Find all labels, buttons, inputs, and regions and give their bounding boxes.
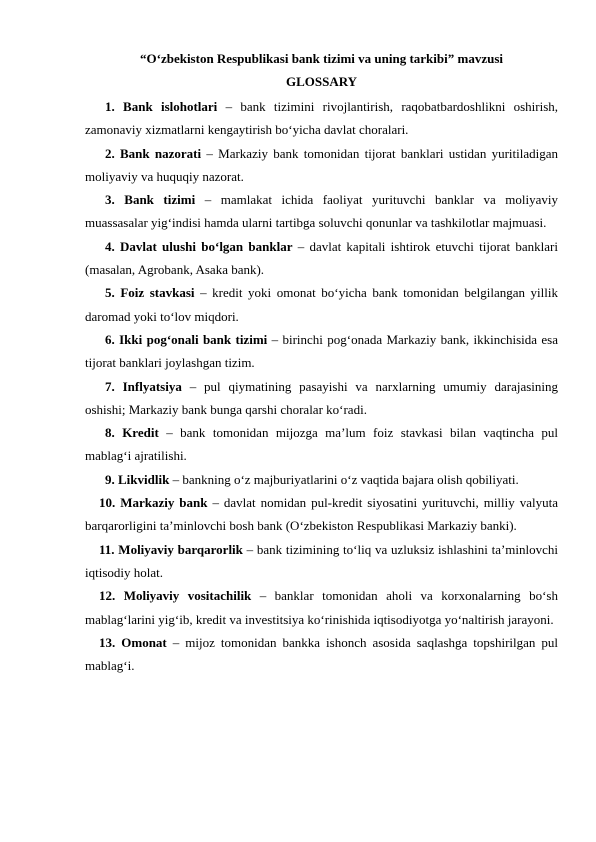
- entry-term: Moliyaviy barqarorlik: [118, 541, 243, 557]
- entry-number: 10.: [99, 495, 116, 511]
- entry-term: Bank islohotlari: [123, 99, 218, 114]
- entry-definition: – bankning o‘z majburiyatlarini o‘z vaqtida bajara olish qobiliyati.: [169, 471, 519, 487]
- glossary-entry: [85, 142, 558, 189]
- entry-definition: – davlat kapitali ishtirok etuvchi tijorat banklari (masalan, Agrobank, Asaka bank).: [85, 238, 558, 278]
- glossary-entry: [85, 188, 558, 235]
- document-subtitle: GLOSSARY: [285, 74, 358, 89]
- glossary-entry: [85, 328, 558, 375]
- entry-term: Moliyaviy vositachilik: [123, 588, 252, 604]
- entry-number: 8.: [105, 425, 115, 441]
- entry-term: Kredit: [122, 425, 159, 441]
- entry-number: 4.: [105, 238, 115, 254]
- entry-number: 11.: [99, 541, 115, 557]
- entry-definition: – birinchi pog‘onada Markaziy bank, ikkinchisida esa tijorat banklari joylashgan tizim.: [85, 331, 559, 371]
- glossary-entry: [85, 281, 558, 328]
- entry-definition: – Markaziy bank tomonidan tijorat banklari ustidan yuritiladigan moliyaviy va huquqiy nazorat.: [85, 145, 559, 184]
- entry-term: Markaziy bank: [120, 495, 208, 511]
- entry-definition: – mamlakat ichida faoliyat yurituvchi banklar va moliyaviy muassasalar yig‘indisi hamda ularni tartibga soluvchi qonunlar va tashkilotlar majmuasi.: [85, 192, 558, 231]
- entry-number: 12.: [99, 588, 116, 604]
- entry-definition: – bank tomonidan mijozga ma’lum foiz stavkasi bilan vaqtincha pul mablag‘i ajratilishi.: [85, 425, 559, 464]
- entry-definition: – banklar tomonidan aholi va korxonalarning bo‘sh mablag‘larini yig‘ib, kredit va investitsiya ko‘rinishida iqtisodiyotga yo‘naltirish jarayoni.: [85, 588, 558, 627]
- entry-definition: – bank tizimining to‘liq va uzluksiz ishlashini ta’minlovchi iqtisodiy holat.: [85, 541, 559, 580]
- entry-term: Bank nazorati: [120, 145, 202, 161]
- entry-definition: – pul qiymatining pasayishi va narxlarning umumiy darajasining oshishi; Markaziy bank bunga qarshi choralar ko‘radi.: [85, 378, 559, 417]
- glossary-list: [85, 95, 558, 677]
- entry-number: 1.: [105, 99, 115, 114]
- entry-term: Foiz stavkasi: [120, 285, 195, 301]
- entry-definition: – mijoz tomonidan bankka ishonch asosida saqlashga topshirilgan pul mablag‘i.: [85, 634, 558, 674]
- glossary-entry: [85, 421, 558, 468]
- glossary-entry: [85, 584, 558, 631]
- glossary-entry: [85, 538, 558, 585]
- glossary-entry: [85, 631, 558, 678]
- glossary-entry: [85, 468, 558, 491]
- entry-term: Omonat: [121, 634, 167, 650]
- entry-number: 7.: [105, 378, 115, 394]
- entry-number: 5.: [105, 285, 115, 301]
- entry-term: Bank tizimi: [124, 192, 196, 208]
- entry-number: 2.: [105, 145, 115, 161]
- entry-number: 9.: [105, 471, 115, 487]
- document-title: “O‘zbekiston Respublikasi bank tizimi va uning tarkibi” mavzusi: [140, 51, 503, 66]
- entry-term: Likvidlik: [118, 471, 170, 487]
- entry-definition: – kredit yoki omonat bo‘yicha bank tomonidan belgilangan yillik daromad yoki to‘lov miqdori.: [85, 285, 558, 324]
- glossary-entry: [85, 491, 558, 538]
- glossary-entry: [85, 375, 558, 422]
- entry-term: Inflyatsiya: [122, 378, 182, 394]
- glossary-entry: [85, 95, 558, 142]
- entry-definition: – davlat nomidan pul-kredit siyosatini yurituvchi, milliy valyuta barqarorligini ta’minlovchi bosh bank (O‘zbekiston Respublikasi Markaziy banki).: [85, 495, 558, 534]
- entry-number: 6.: [105, 331, 115, 347]
- entry-term: Ikki pog‘onali bank tizimi: [119, 331, 268, 347]
- glossary-entry: [85, 235, 558, 282]
- entry-number: 13.: [99, 634, 116, 650]
- entry-number: 3.: [105, 192, 115, 208]
- entry-definition: – bank tizimini rivojlantirish, raqobatbardoshlikni oshirish, zamonaviy xizmatlarni kengaytirish bo‘yicha davlat choralari.: [85, 99, 559, 138]
- entry-term: Davlat ulushi bo‘lgan banklar: [119, 238, 293, 254]
